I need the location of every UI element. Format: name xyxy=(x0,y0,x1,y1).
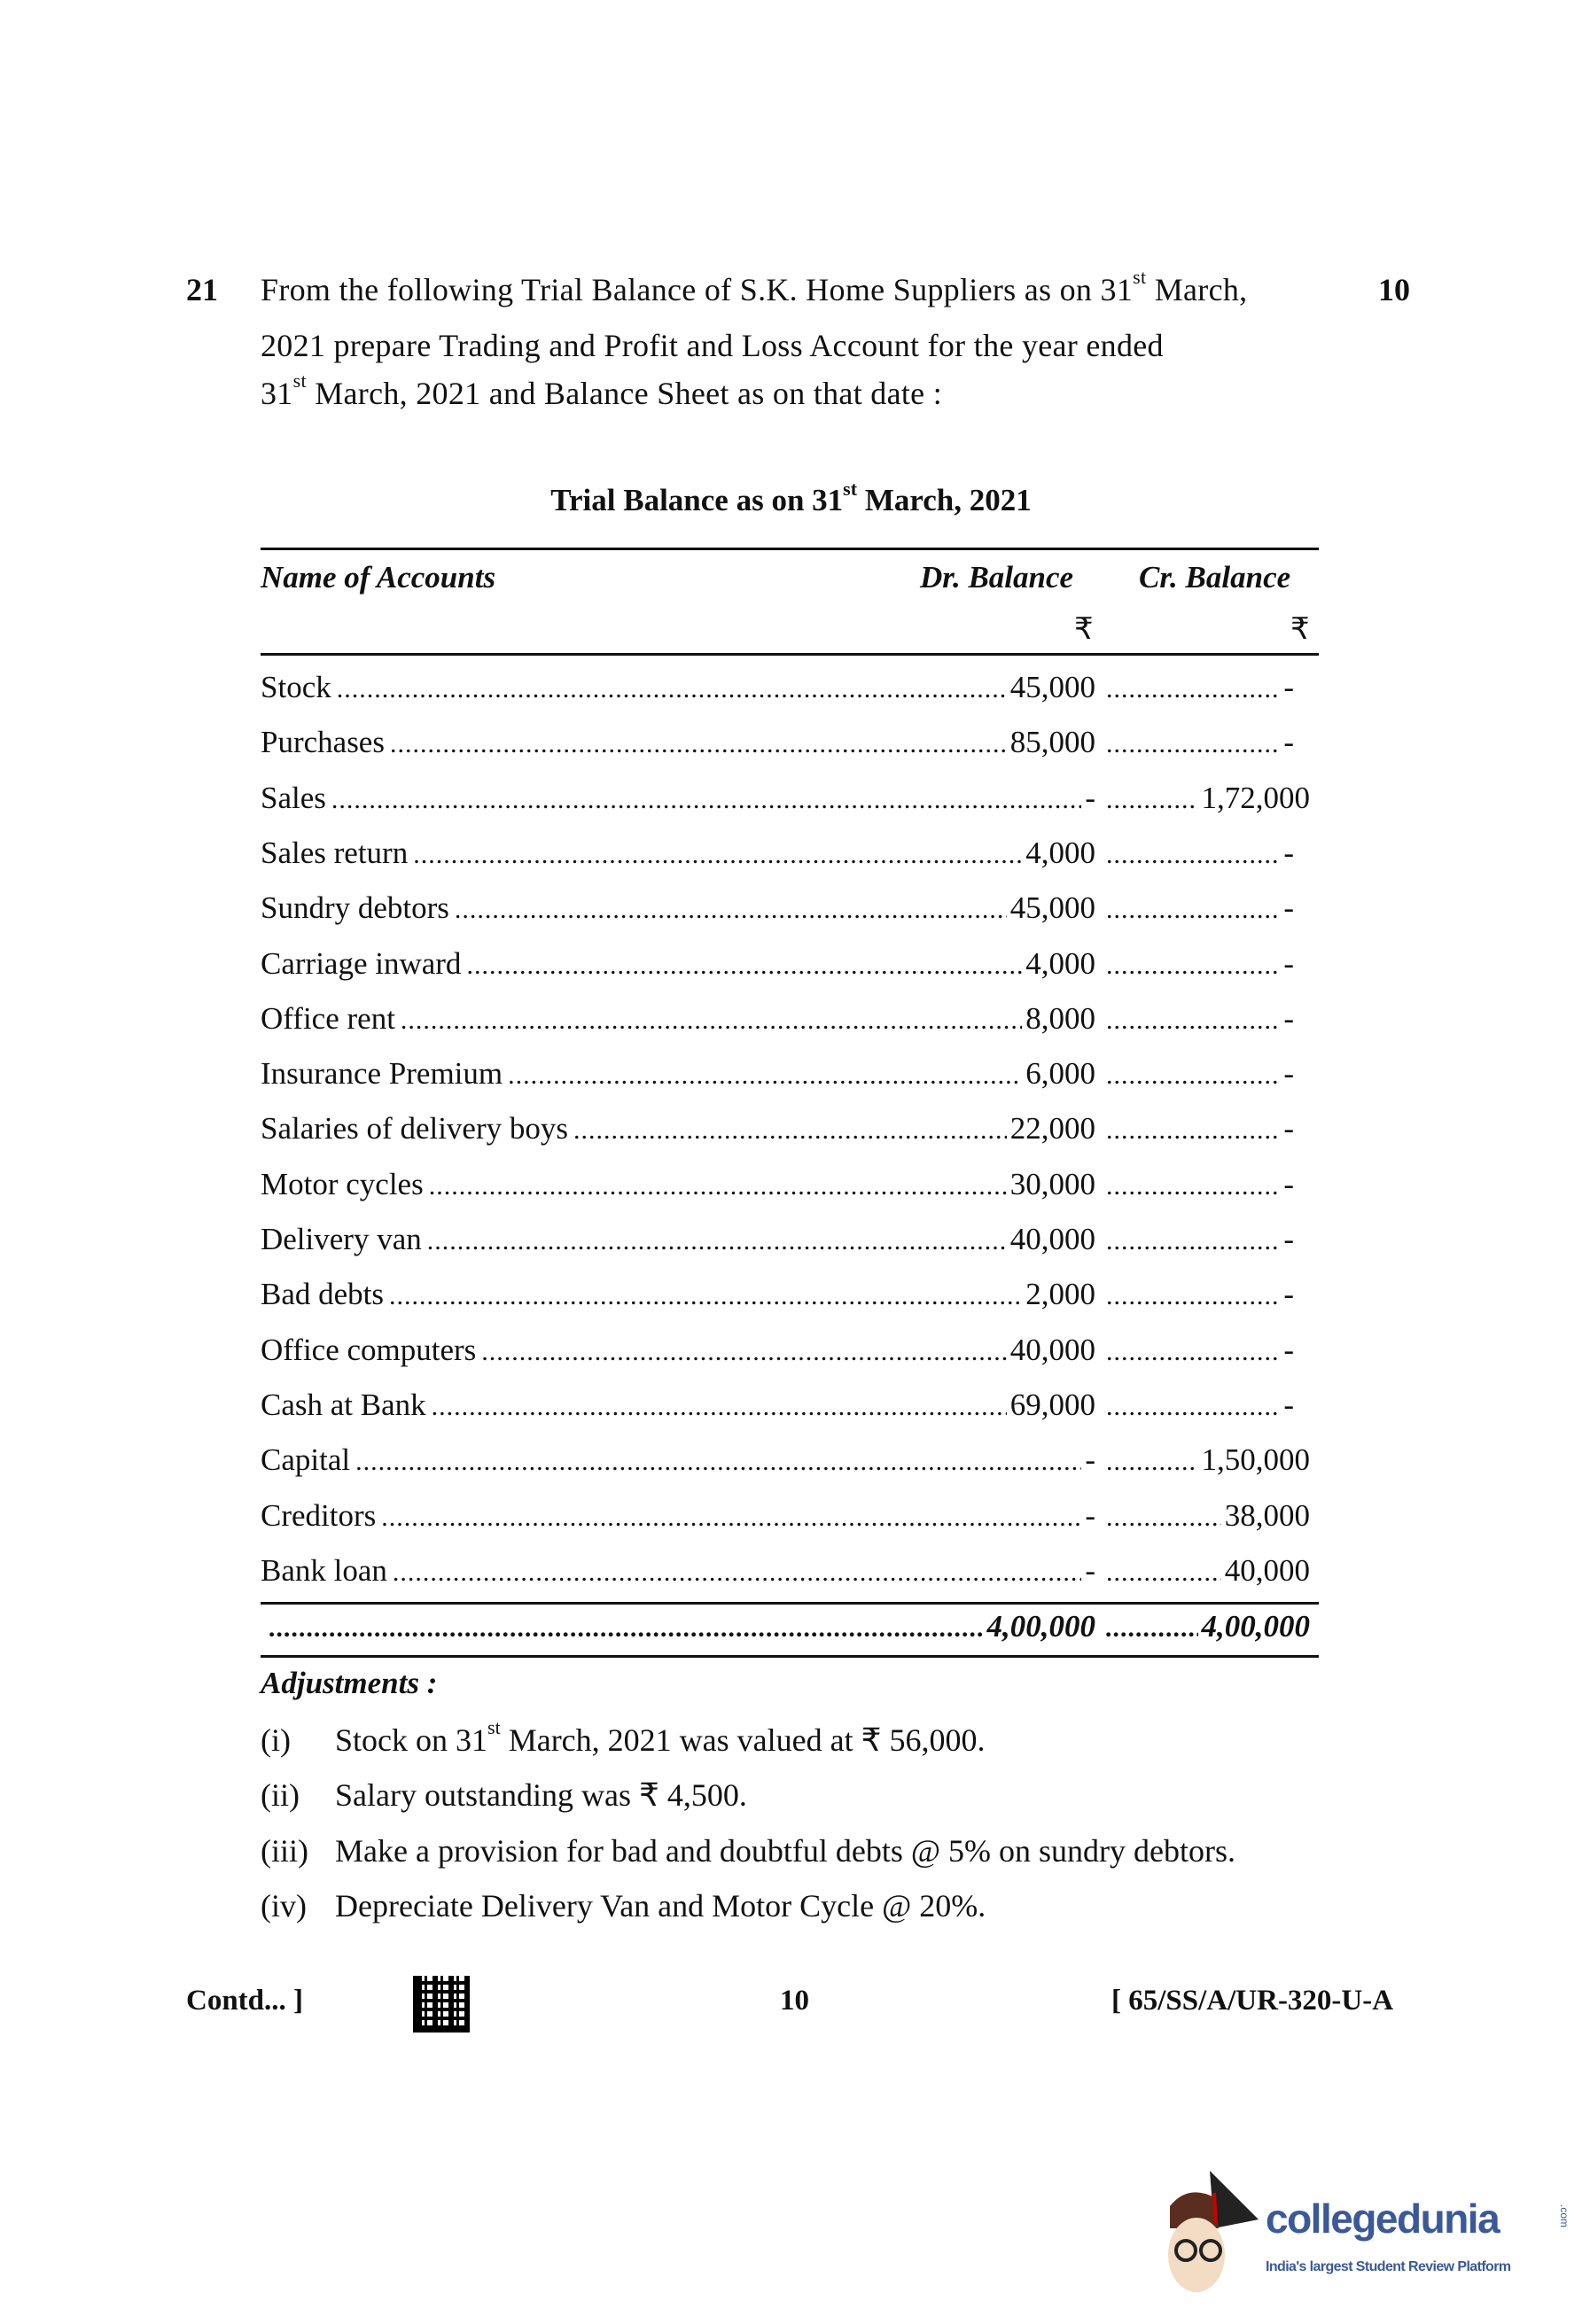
table-row xyxy=(261,946,1310,982)
cr-cell xyxy=(1106,1277,1310,1314)
dr-balance: - xyxy=(1085,1552,1095,1588)
cr-cell xyxy=(1106,725,1310,762)
adjustment-item xyxy=(261,1832,1235,1869)
table-row xyxy=(261,1333,1310,1368)
dot-leader xyxy=(455,892,1007,928)
cr-cell xyxy=(1106,1442,1310,1480)
table-row xyxy=(261,1056,1310,1092)
account-name: Creditors xyxy=(261,1497,377,1533)
dot-leader xyxy=(1106,1500,1221,1535)
dr-balance: 40,000 xyxy=(1009,1332,1095,1367)
table-row xyxy=(261,725,1310,760)
cr-balance: - xyxy=(1283,1056,1294,1092)
dot-leader xyxy=(413,837,1022,873)
cr-balance: 1,50,000 xyxy=(1201,1442,1310,1478)
watermark-tagline: India's largest Student Review Platform xyxy=(1266,2259,1511,2274)
total-row xyxy=(269,1609,1310,1644)
table-row xyxy=(261,1498,1310,1534)
mascot-logo-icon xyxy=(1152,2166,1263,2299)
dr-balance: 4,000 xyxy=(1025,835,1095,870)
dr-balance: 2,000 xyxy=(1025,1277,1095,1312)
dot-leader xyxy=(1106,782,1198,818)
dot-leader xyxy=(1106,1334,1280,1370)
dot-leader xyxy=(355,1444,1081,1480)
rupee-icon: ₹ xyxy=(1290,613,1310,646)
item-label: (iii) xyxy=(261,1833,308,1869)
watermark-suffix: .com xyxy=(1558,2204,1570,2228)
dot-leader xyxy=(1106,892,1280,928)
footer-page-number: 10 xyxy=(780,1985,809,2017)
dot-leader xyxy=(1106,1389,1280,1425)
account-name: Motor cycles xyxy=(261,1166,424,1201)
question-line-1 xyxy=(261,266,1248,308)
cr-cell xyxy=(1106,1387,1310,1425)
dot-leader xyxy=(1106,1611,1198,1646)
account-name: Delivery van xyxy=(261,1222,422,1256)
dot-leader xyxy=(1106,1555,1221,1590)
account-name: Salaries of delivery boys xyxy=(261,1111,568,1146)
item-label: (iv) xyxy=(261,1888,307,1924)
total-top-rule xyxy=(261,1602,1319,1605)
dot-leader xyxy=(1106,1003,1280,1038)
dot-leader xyxy=(1106,837,1280,873)
cr-balance: - xyxy=(1283,725,1294,760)
total-bottom-rule xyxy=(261,1655,1319,1658)
total-cr-cell xyxy=(1106,1609,1310,1646)
dot-leader xyxy=(508,1058,1022,1093)
cr-cell xyxy=(1106,781,1310,818)
text: Depreciate Delivery Van and Motor Cycle @ 20%. xyxy=(335,1888,986,1924)
dot-leader xyxy=(1106,1169,1280,1204)
table-row xyxy=(261,670,1310,705)
text: March, 2021 and Balance Sheet as on that date : xyxy=(306,376,943,411)
table-top-rule xyxy=(261,548,1319,550)
account-name: Capital xyxy=(261,1442,351,1478)
dr-balance: 45,000 xyxy=(1009,890,1095,926)
header-name: Name of Accounts xyxy=(261,560,496,595)
dot-leader xyxy=(390,727,1007,762)
account-name: Bank loan xyxy=(261,1552,387,1588)
dr-balance: - xyxy=(1085,780,1095,815)
cr-balance: - xyxy=(1283,890,1294,926)
text: Salary outstanding was ₹ 4,500. xyxy=(335,1777,747,1813)
table-row xyxy=(261,1553,1310,1589)
sup: st xyxy=(1133,266,1147,288)
table-header-rule xyxy=(261,653,1319,656)
dot-leader xyxy=(1106,672,1280,707)
cr-balance: - xyxy=(1283,835,1294,870)
cr-cell xyxy=(1106,1056,1310,1093)
cr-balance: 40,000 xyxy=(1224,1552,1310,1588)
account-name: Cash at Bank xyxy=(261,1387,426,1422)
adjustment-item xyxy=(261,1887,986,1924)
account-name: Carriage inward xyxy=(261,945,462,981)
text: Stock on 31 xyxy=(335,1722,488,1758)
dot-leader xyxy=(389,1279,1022,1314)
item-label: (ii) xyxy=(261,1777,300,1813)
dot-leader xyxy=(337,672,1007,707)
cr-cell xyxy=(1106,1333,1310,1370)
cr-cell xyxy=(1106,1111,1310,1148)
dot-leader xyxy=(481,1334,1006,1370)
footer-paper-code: [ 65/SS/A/UR-320-U-A xyxy=(1111,1985,1394,2017)
dot-leader xyxy=(269,1611,984,1646)
dot-leader xyxy=(1106,1444,1198,1480)
account-name: Sundry debtors xyxy=(261,890,449,926)
dr-balance: - xyxy=(1085,1497,1095,1533)
sup: st xyxy=(487,1716,501,1738)
footer-contd: Contd... ] xyxy=(186,1985,304,2017)
dr-balance: - xyxy=(1085,1442,1095,1478)
dr-balance: 69,000 xyxy=(1009,1387,1095,1422)
question-number: 21 xyxy=(186,272,218,307)
dot-leader xyxy=(432,1389,1007,1425)
table-row xyxy=(261,1001,1310,1037)
dr-balance: 40,000 xyxy=(1009,1222,1095,1256)
text: Trial Balance as on 31 xyxy=(550,483,844,517)
account-name: Purchases xyxy=(261,725,385,760)
cr-balance: - xyxy=(1283,1332,1294,1367)
account-name: Insurance Premium xyxy=(261,1056,503,1092)
cr-cell xyxy=(1106,1498,1310,1535)
cr-balance: - xyxy=(1283,1000,1294,1036)
header-dr: Dr. Balance xyxy=(920,560,1074,595)
dot-leader xyxy=(429,1169,1007,1204)
dr-balance: 6,000 xyxy=(1025,1056,1095,1092)
cr-balance: - xyxy=(1283,1111,1294,1146)
dot-leader xyxy=(393,1555,1081,1590)
text: Make a provision for bad and doubtful debts @ 5% on sundry debtors. xyxy=(335,1833,1235,1869)
cr-cell xyxy=(1106,946,1310,983)
header-cr: Cr. Balance xyxy=(1139,560,1291,595)
text: 31 xyxy=(261,376,293,411)
dr-balance: 4,000 xyxy=(1025,945,1095,981)
table-row xyxy=(261,1277,1310,1312)
account-name: Bad debts xyxy=(261,1277,385,1312)
account-name: Office computers xyxy=(261,1332,477,1367)
dot-leader xyxy=(1106,1224,1280,1259)
dot-leader xyxy=(1106,948,1280,983)
dot-leader xyxy=(427,1224,1007,1259)
dot-leader xyxy=(381,1500,1081,1535)
dr-balance: 45,000 xyxy=(1009,670,1095,704)
table-row xyxy=(261,1442,1310,1478)
datamatrix-code-icon xyxy=(413,1976,470,2033)
account-name: Stock xyxy=(261,670,331,704)
cr-cell xyxy=(1106,670,1310,707)
account-name: Sales return xyxy=(261,835,409,870)
dot-leader xyxy=(1106,727,1280,762)
adjustment-item xyxy=(261,1776,747,1814)
watermark-brand: collegedunia xyxy=(1266,2196,1500,2242)
item-label: (i) xyxy=(261,1722,291,1758)
dr-balance: 85,000 xyxy=(1009,725,1095,760)
cr-cell xyxy=(1106,1167,1310,1204)
table-title xyxy=(0,478,1582,518)
sup: st xyxy=(292,369,307,392)
cr-cell xyxy=(1106,1553,1310,1590)
question-line-3 xyxy=(261,369,943,412)
table-row xyxy=(261,890,1310,926)
cr-balance: - xyxy=(1283,1387,1294,1422)
total-cr: 4,00,000 xyxy=(1201,1609,1310,1644)
dr-balance: 30,000 xyxy=(1009,1166,1095,1201)
cr-balance: - xyxy=(1283,1277,1294,1312)
table-row xyxy=(261,1222,1310,1257)
dr-balance: 22,000 xyxy=(1009,1111,1095,1146)
dr-balance: 8,000 xyxy=(1025,1000,1095,1036)
cr-balance: 1,72,000 xyxy=(1201,780,1310,815)
cr-balance: - xyxy=(1283,670,1294,704)
cr-balance: - xyxy=(1283,945,1294,981)
table-row xyxy=(261,1111,1310,1146)
cr-cell xyxy=(1106,836,1310,873)
cr-balance: - xyxy=(1283,1222,1294,1256)
sup: st xyxy=(843,478,858,500)
table-row xyxy=(261,781,1310,816)
total-dr: 4,00,000 xyxy=(986,1609,1095,1644)
cr-balance: - xyxy=(1283,1166,1294,1201)
adjustments-heading: Adjustments : xyxy=(261,1666,438,1700)
dot-leader xyxy=(573,1113,1007,1148)
account-name: Office rent xyxy=(261,1000,395,1036)
text: March, xyxy=(1146,272,1248,307)
text: March, 2021 was valued at ₹ 56,000. xyxy=(500,1722,986,1758)
table-row xyxy=(261,1387,1310,1423)
adjustment-item xyxy=(261,1716,986,1759)
dot-leader xyxy=(1106,1058,1280,1093)
table-row xyxy=(261,1167,1310,1202)
question-marks: 10 xyxy=(1378,272,1410,307)
text: March, 2021 xyxy=(857,483,1032,517)
cr-cell xyxy=(1106,1222,1310,1259)
cr-cell xyxy=(1106,890,1310,928)
table-row xyxy=(261,836,1310,871)
dot-leader xyxy=(331,782,1081,818)
dot-leader xyxy=(401,1003,1022,1038)
dot-leader xyxy=(466,948,1022,983)
text: From the following Trial Balance of S.K. Home Suppliers as on 31 xyxy=(261,272,1134,307)
dot-leader xyxy=(1106,1113,1280,1148)
dot-leader xyxy=(1106,1279,1280,1314)
cr-cell xyxy=(1106,1001,1310,1038)
rupee-icon: ₹ xyxy=(1074,613,1094,646)
account-name: Sales xyxy=(261,780,326,815)
question-line-2: 2021 prepare Trading and Profit and Loss Account for the year ended xyxy=(261,328,1164,363)
cr-balance: 38,000 xyxy=(1224,1497,1310,1533)
